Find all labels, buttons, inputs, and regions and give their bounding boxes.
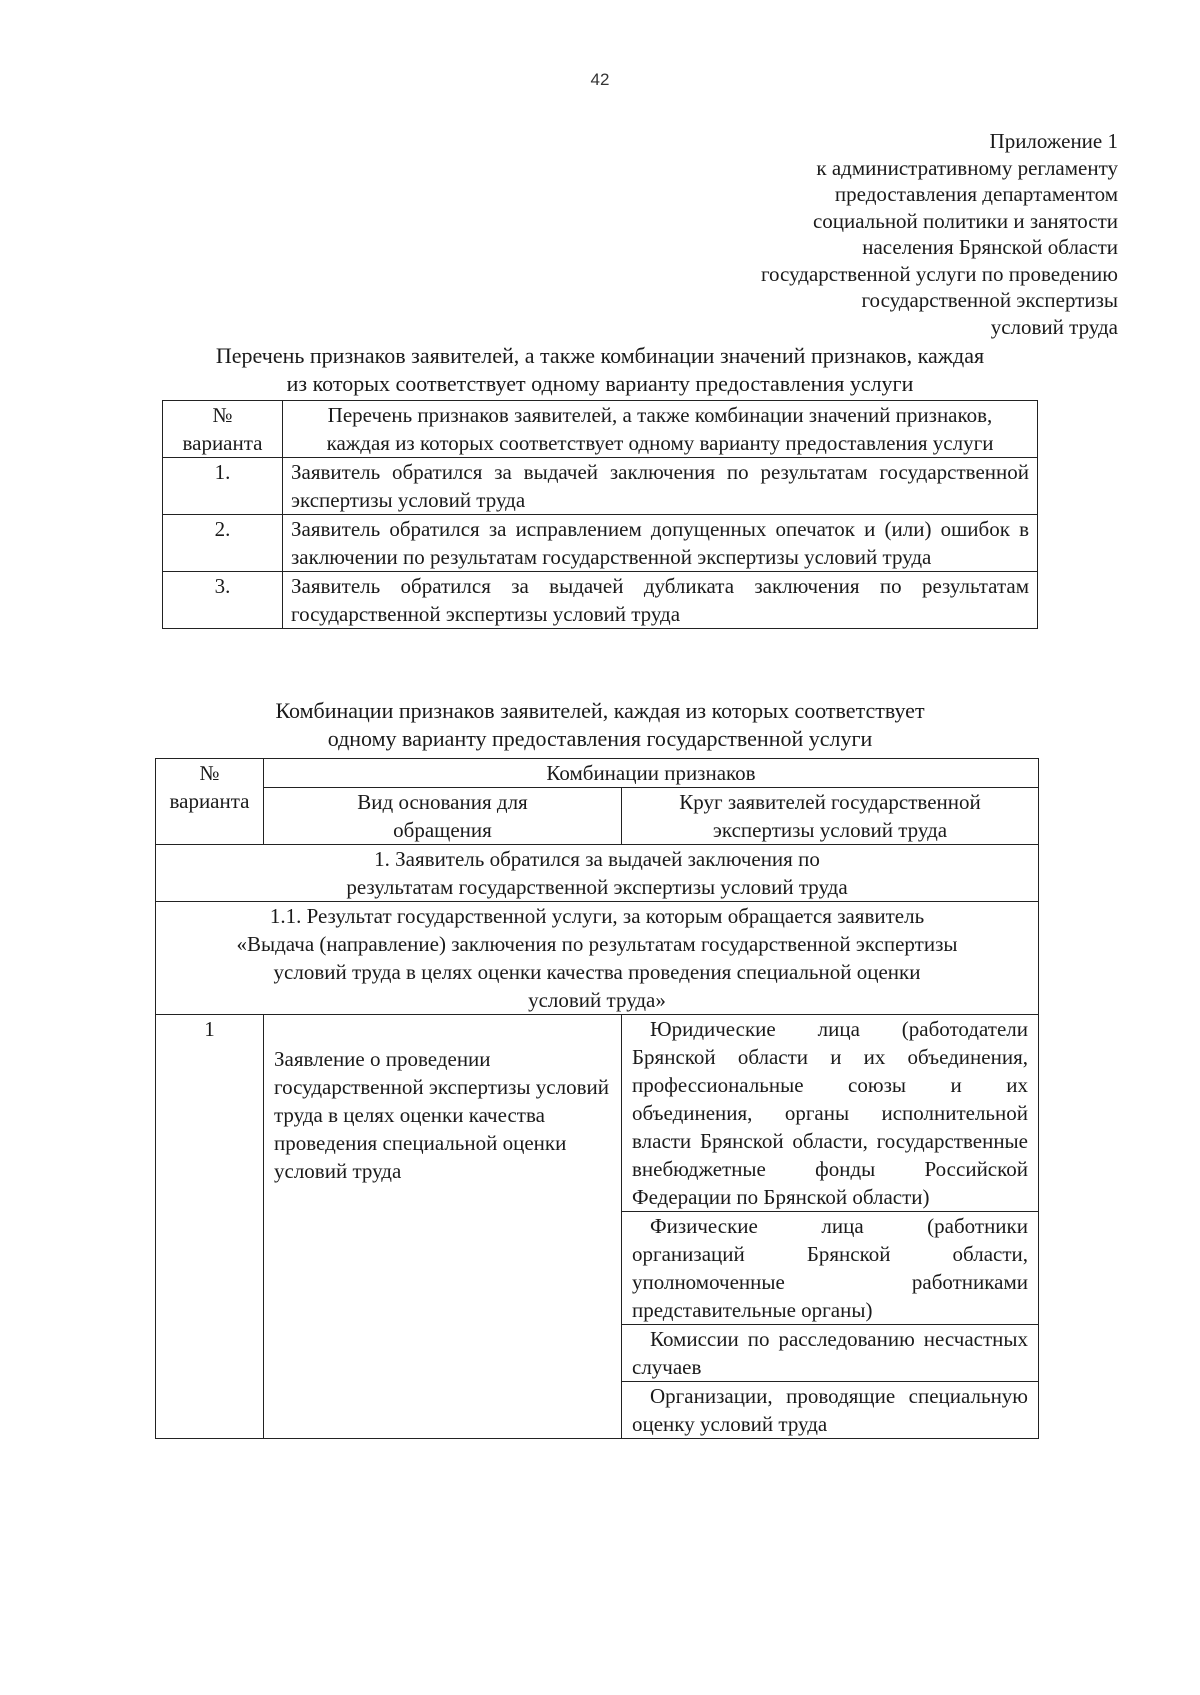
table-header-row (156, 788, 1039, 845)
applicant-circle (622, 1325, 1039, 1382)
column-header-variant: № варианта (156, 759, 264, 845)
variant-description: Заявитель обратился за выдачей дубликата заключения по результатам государственной экспертизы условий труда (283, 572, 1038, 629)
combinations-heading-line: одному варианту предоставления государственной услуги (327, 726, 873, 751)
appendix-line: предоставления департаментом (834, 182, 1118, 206)
page-number: 42 (590, 70, 610, 89)
variant-description: Заявитель обратился за выдачей заключения по результатам государственной экспертизы условий труда (283, 458, 1038, 515)
list-heading-line: из которых соответствует одному варианту предоставления услуги (286, 371, 914, 396)
column-header-variant: № варианта (163, 401, 283, 458)
list-heading-line: Перечень признаков заявителей, а также комбинации значений признаков, каждая (215, 343, 985, 368)
variant-number: 1. (163, 458, 283, 515)
applicant-circle-text: Организации, проводящие специальную оценку условий труда (632, 1384, 1028, 1436)
section-row (156, 845, 1039, 902)
variant-number: 3. (163, 572, 283, 629)
appendix-line: государственной экспертизы (861, 288, 1118, 312)
table-header-row (156, 759, 1039, 788)
column-header-basis: Вид основания для обращения (264, 788, 622, 845)
combinations-heading (150, 697, 1050, 753)
applicant-circle (622, 1212, 1039, 1325)
applicant-circle (622, 1015, 1039, 1212)
subsection-title: 1.1. Результат государственной услуги, за которым обращается заявитель «Выдача (направление) заключения по результатам государственной экспертизы условий труда в целях оценки качества проведения специальной оценки условий труда» (156, 902, 1039, 1015)
table-row (156, 1015, 1039, 1212)
appendix-line: условий труда (990, 314, 1118, 339)
table-row (163, 458, 1038, 515)
appendix-line: социальной политики и занятости (812, 208, 1118, 233)
appendix-line: государственной услуги по проведению (760, 261, 1118, 286)
section-title: 1. Заявитель обратился за выдачей заключения по результатам государственной экспертизы условий труда (156, 845, 1039, 902)
table-header-row (163, 401, 1038, 458)
appendix-block (761, 128, 1118, 340)
combinations-table (155, 758, 1039, 1439)
appendix-line: населения Брянской области (862, 235, 1118, 259)
applicant-circle-text: Юридические лица (работодатели Брянской области и их объединения, профессиональные союзы и их объединения, органы исполнительной власти Брянской области, государственные внебюджетные фонды Российской Федерации по Брянской области) (632, 1017, 1028, 1209)
column-header-combinations: Комбинации признаков (264, 759, 1039, 788)
applicant-circle (622, 1382, 1039, 1439)
list-heading (150, 342, 1050, 398)
variant-description: Заявитель обратился за исправлением допущенных опечаток и (или) ошибок в заключении по результатам государственной экспертизы условий труда (283, 515, 1038, 572)
variants-table (162, 400, 1038, 629)
basis-description: Заявление о проведении государственной экспертизы условий труда в целях оценки качества проведения специальной оценки условий труда (264, 1015, 622, 1439)
variant-number: 1 (156, 1015, 264, 1439)
appendix-line: Приложение 1 (989, 129, 1118, 153)
appendix-line: к административному регламенту (816, 155, 1118, 180)
table-row (163, 515, 1038, 572)
variant-number: 2. (163, 515, 283, 572)
applicant-circle-text: Комиссии по расследованию несчастных случаев (632, 1327, 1028, 1379)
table-row (163, 572, 1038, 629)
subsection-row (156, 902, 1039, 1015)
combinations-heading-line: Комбинации признаков заявителей, каждая из которых соответствует (275, 698, 925, 723)
column-header-description: Перечень признаков заявителей, а также комбинации значений признаков, каждая из которых соответствует одному варианту предоставления услуги (283, 401, 1038, 458)
applicant-circle-text: Физические лица (работники организаций Брянской области, уполномоченные работниками представительные органы) (632, 1214, 1028, 1322)
column-header-applicants: Круг заявителей государственной экспертизы условий труда (622, 788, 1039, 845)
